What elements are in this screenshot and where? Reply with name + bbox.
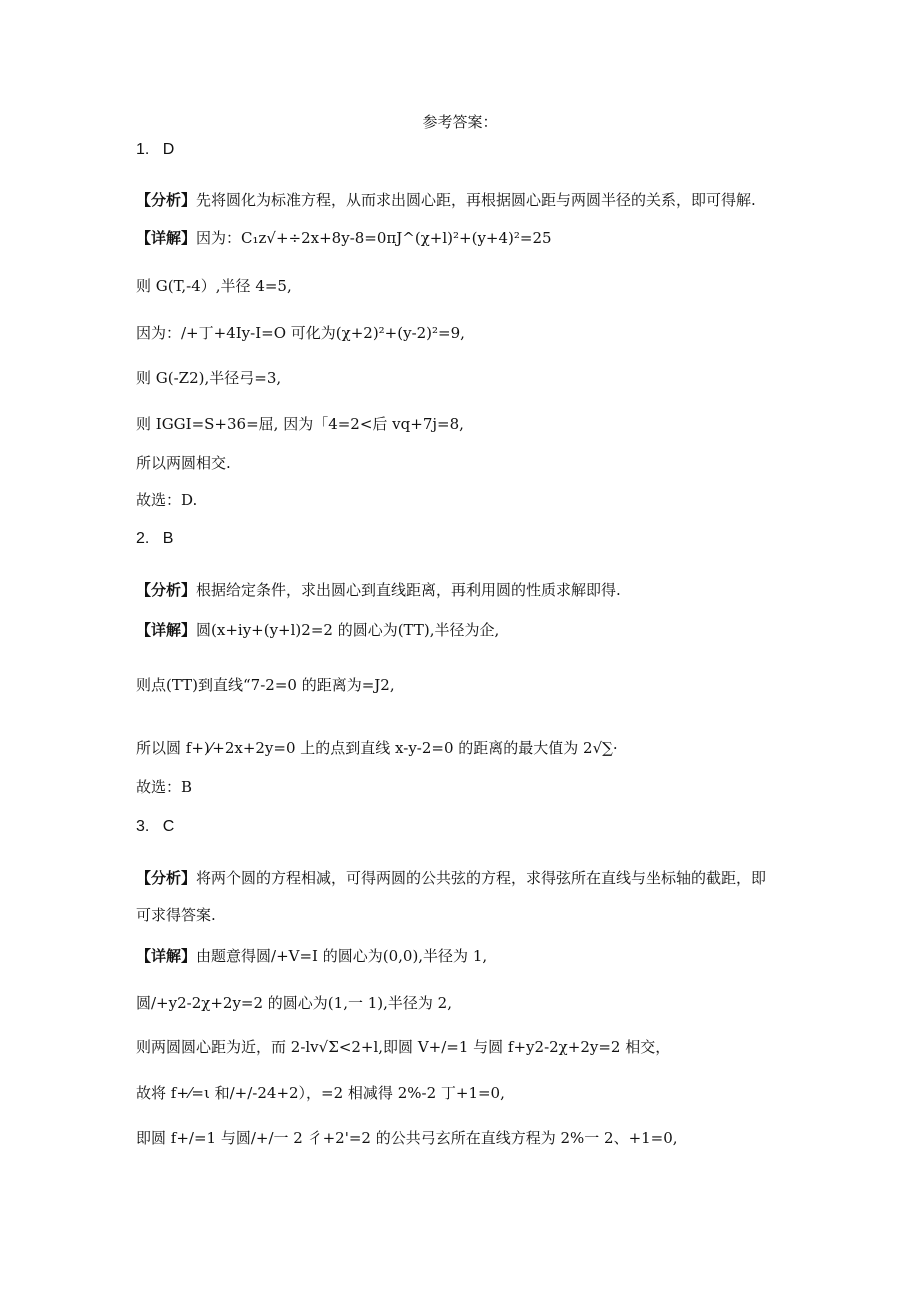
solution-line: 则 G(-Z2),半径弓=3,: [136, 369, 282, 387]
solution-line: 则 G(T,-4）,半径 4=5,: [136, 277, 292, 295]
solution-line: 故选：D.: [136, 491, 198, 509]
solution-line: 则两圆圆心距为近，而 2-lv√Σ<2+l,即圆 V+/=1 与圆 f+y2-2χ+2y=2 相交，: [136, 1038, 671, 1056]
question-answer: D: [162, 141, 175, 158]
detail-paragraph: [136, 228, 552, 248]
analysis-continuation: 可求得答案.: [136, 906, 216, 924]
analysis-tag: 【分析】: [136, 581, 197, 599]
analysis-tag: 【分析】: [136, 869, 197, 887]
solution-line: 因为：/+丁+4Iy-I=O 可化为(χ+2)²+(y-2)²=9,: [136, 324, 465, 342]
analysis-text: 根据给定条件，求出圆心到直线距离，再利用圆的性质求解即得.: [196, 581, 621, 599]
question-answer: B: [162, 530, 174, 547]
page-title: 参考答案：: [422, 113, 498, 131]
question-1-header: [136, 140, 174, 160]
question-3-header: [136, 817, 174, 837]
solution-line: 故将 f+⁄=ι 和/+/-24+2），=2 相减得 2%-2 丁+1=0,: [136, 1084, 505, 1102]
question-2-header: [136, 529, 173, 549]
question-answer: C: [162, 818, 175, 835]
solution-line: 则 IGGI=S+36=屈, 因为「4=2<后 vq+7j=8,: [136, 415, 464, 433]
detail-paragraph: [136, 620, 499, 640]
analysis-text: 先将圆化为标准方程，从而求出圆心距，再根据圆心距与两圆半径的关系，即可得解.: [196, 191, 756, 209]
solution-line: 则点(TT)到直线“7-2=0 的距离为=J2,: [136, 676, 395, 694]
detail-tag: 【详解】: [136, 621, 197, 639]
solution-line: 即圆 f+/=1 与圆/+/一 2 彳+2'=2 的公共弓玄所在直线方程为 2%一 2、+1=0,: [136, 1129, 678, 1147]
analysis-paragraph: [136, 868, 766, 888]
analysis-paragraph: [136, 190, 756, 210]
detail-text: 由题意得圆/+V=I 的圆心为(0,0),半径为 1,: [196, 947, 488, 965]
question-number: 3.: [136, 818, 150, 835]
analysis-paragraph: [136, 580, 621, 600]
analysis-tag: 【分析】: [136, 191, 197, 209]
solution-line: 所以圆 f+)⁄+2x+2y=0 上的点到直线 x-y-2=0 的距离的最大值为 2√∑·: [136, 739, 618, 757]
solution-line: 所以两圆相交.: [136, 454, 231, 472]
question-number: 2.: [136, 530, 150, 547]
question-number: 1.: [136, 141, 150, 158]
detail-tag: 【详解】: [136, 947, 197, 965]
detail-tag: 【详解】: [136, 229, 197, 247]
solution-line: 故选：B: [136, 778, 193, 796]
analysis-text: 将两个圆的方程相减，可得两圆的公共弦的方程，求得弦所在直线与坐标轴的截距，即: [196, 869, 767, 887]
detail-text: 因为：C₁z√+÷2x+8y-8=0πJ^(χ+l)²+(y+4)²=25: [196, 229, 552, 247]
detail-text: 圆(x+iy+(y+l)2=2 的圆心为(TT),半径为企,: [196, 621, 500, 639]
solution-line: 圆/+y2-2χ+2y=2 的圆心为(1,一 1),半径为 2,: [136, 994, 452, 1012]
detail-paragraph: [136, 946, 487, 966]
